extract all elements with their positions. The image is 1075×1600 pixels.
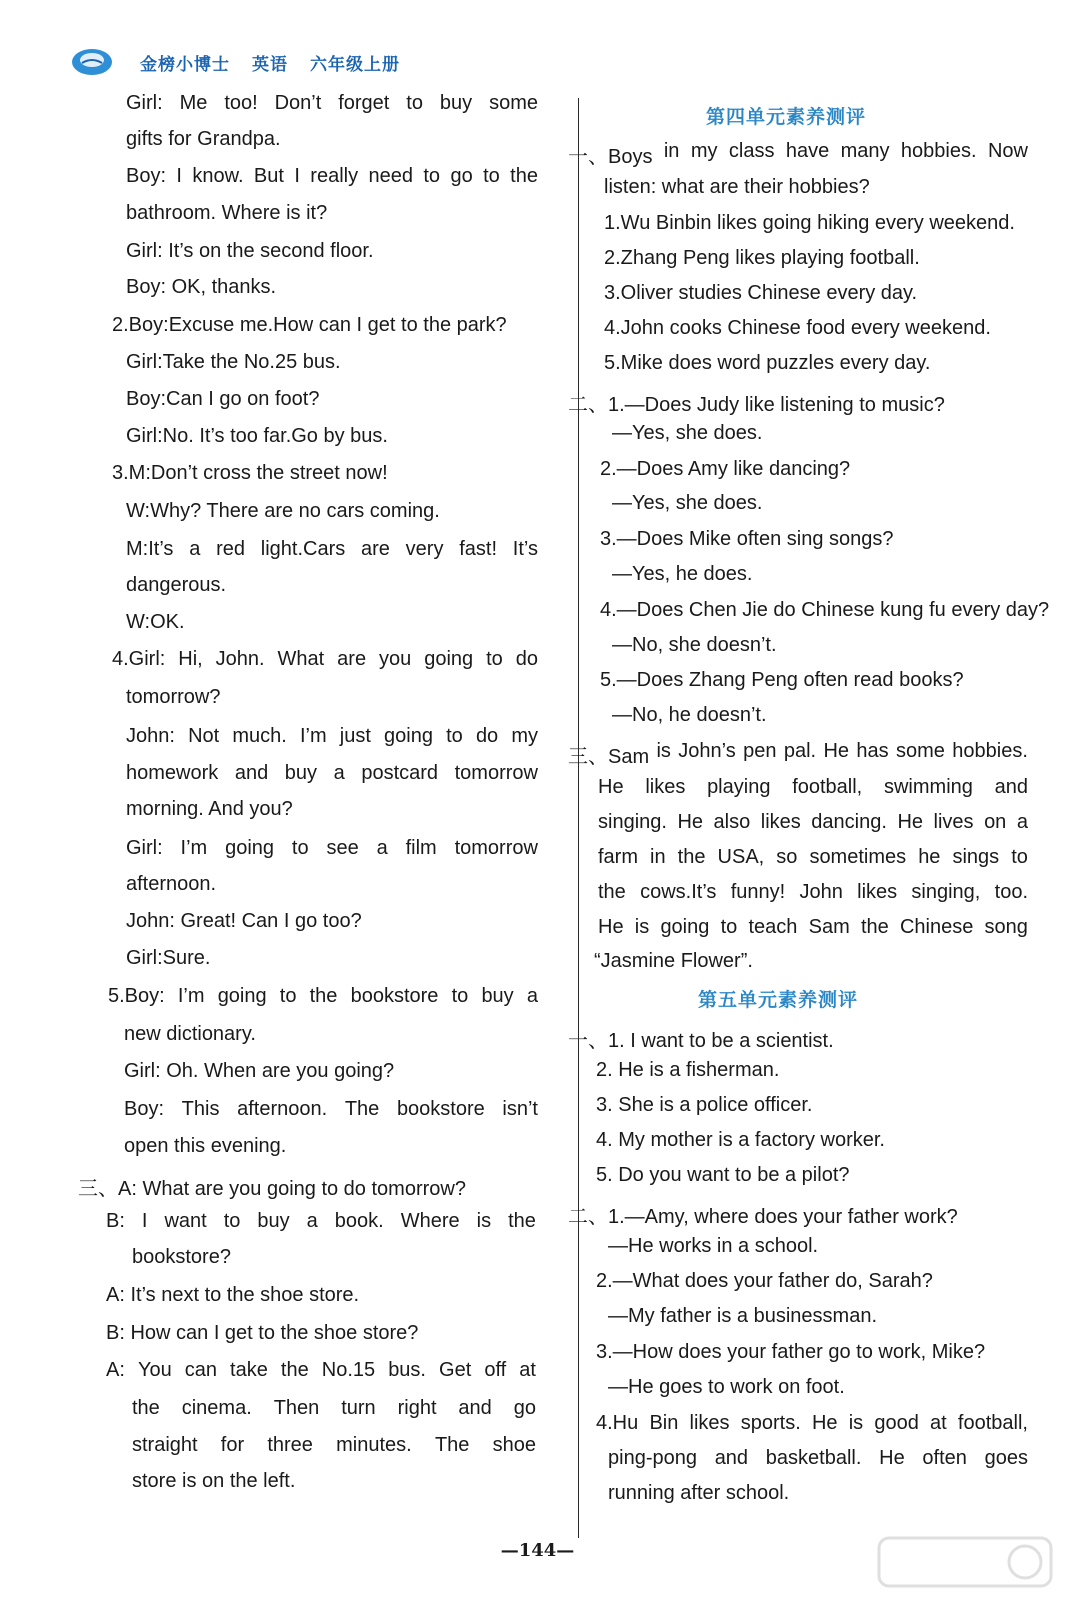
text-line: —Yes, he does.	[612, 563, 753, 585]
brand-name: 金榜小博士	[140, 54, 230, 75]
book-logo-icon	[70, 47, 114, 77]
text-line: M:It’s a red light.Cars are very fast! It’s	[126, 538, 538, 560]
text-line: John: Great! Can I go too?	[126, 910, 362, 932]
page-number: —144—	[500, 1540, 575, 1561]
text-line: “Jasmine Flower”.	[594, 950, 753, 972]
text-line: store is on the left.	[132, 1470, 296, 1492]
text-line: John: Not much. I’m just going to do my	[126, 725, 538, 747]
text-line: open this evening.	[124, 1135, 287, 1157]
text-line: bookstore?	[132, 1246, 231, 1268]
subject-name: 英语	[252, 54, 288, 75]
grade-name: 六年级上册	[310, 54, 400, 75]
text-line: Girl: Me too! Don’t forget to buy some	[126, 92, 538, 114]
text-line: 2. He is a fisherman.	[596, 1059, 780, 1081]
text-line: 3. She is a police officer.	[596, 1094, 813, 1116]
text-line: 二、1.—Amy, where does your father work?	[568, 1206, 958, 1228]
text-line: Girl: It’s on the second floor.	[126, 240, 374, 262]
text-line: Boy: This afternoon. The bookstore isn’t	[124, 1098, 538, 1120]
text-line: B: How can I get to the shoe store?	[106, 1322, 419, 1344]
text-line: the cinema. Then turn right and go	[132, 1397, 536, 1419]
text-line: W:Why? There are no cars coming.	[126, 500, 440, 522]
text-line: 5.Mike does word puzzles every day.	[604, 352, 931, 374]
text-line: new dictionary.	[124, 1023, 256, 1045]
text-line: He is going to teach Sam the Chinese song	[598, 916, 1028, 938]
text-line: 一、1. I want to be a scientist.	[568, 1030, 834, 1052]
text-line: gifts for Grandpa.	[126, 128, 281, 150]
text-line: —No, he doesn’t.	[612, 704, 767, 726]
text-line: 4.Hu Bin likes sports. He is good at football,	[596, 1412, 1028, 1434]
text-line: Boy:Can I go on foot?	[126, 388, 320, 410]
text-line: singing. He also likes dancing. He lives on a	[598, 811, 1028, 833]
text-line: —He goes to work on foot.	[608, 1376, 845, 1398]
text-line: 5. Do you want to be a pilot?	[596, 1164, 850, 1186]
text-line: Girl:No. It’s too far.Go by bus.	[126, 425, 388, 447]
text-line: 4.—Does Chen Jie do Chinese kung fu every day?	[600, 599, 1050, 621]
text-line: 5.Boy: I’m going to the bookstore to buy a	[108, 985, 538, 1007]
text-line: running after school.	[608, 1482, 790, 1504]
text-line: 4. My mother is a factory worker.	[596, 1129, 885, 1151]
text-line: listen: what are their hobbies?	[604, 176, 870, 198]
text-line: 三、A: What are you going to do tomorrow?	[78, 1178, 466, 1200]
text-line: —He works in a school.	[608, 1235, 819, 1257]
text-line: —My father is a businessman.	[608, 1305, 877, 1327]
text-line: morning. And you?	[126, 798, 293, 820]
text-line: —Yes, she does.	[612, 492, 763, 514]
text-line: Boy: OK, thanks.	[126, 276, 277, 298]
text-line: 2.—What does your father do, Sarah?	[596, 1270, 933, 1292]
text-line: 2.Zhang Peng likes playing football.	[604, 247, 920, 269]
column-divider	[578, 98, 579, 1538]
text-line: B: I want to buy a book. Where is the	[106, 1210, 536, 1232]
text-line: the cows.It’s funny! John likes singing, too.	[598, 881, 1028, 903]
text-line: 二、1.—Does Judy like listening to music?	[568, 394, 945, 416]
text-line: tomorrow?	[126, 686, 221, 708]
section-heading: 第四单元素养测评	[706, 106, 867, 128]
text-line: straight for three minutes. The shoe	[132, 1434, 536, 1456]
text-line: Girl: Oh. When are you going?	[124, 1060, 395, 1082]
text-line: 1.Wu Binbin likes going hiking every weekend.	[604, 212, 1015, 234]
page-header	[70, 44, 422, 80]
text-line: A: You can take the No.15 bus. Get off at	[106, 1359, 536, 1381]
text-line: A: It’s next to the shoe store.	[106, 1284, 360, 1306]
text-line: 4.Girl: Hi, John. What are you going to do	[112, 648, 538, 670]
text-line: —No, she doesn’t.	[612, 634, 777, 656]
text-line: Girl: I’m going to see a film tomorrow	[126, 837, 538, 859]
text-line: bathroom. Where is it?	[126, 202, 328, 224]
text-line: W:OK.	[126, 611, 185, 633]
text-line: 一、Boys in my class have many hobbies. Now	[568, 140, 1028, 168]
text-line: 三、Sam is John’s pen pal. He has some hobbies.	[568, 740, 1028, 768]
text-line: Girl:Take the No.25 bus.	[126, 351, 341, 373]
watermark-logo	[875, 1532, 1055, 1592]
text-line: dangerous.	[126, 574, 227, 596]
text-line: 3.Oliver studies Chinese every day.	[604, 282, 918, 304]
section-heading: 第五单元素养测评	[698, 989, 859, 1011]
text-line: 4.John cooks Chinese food every weekend.	[604, 317, 991, 339]
text-line: Boy: I know. But I really need to go to the	[126, 165, 538, 187]
text-line: 5.—Does Zhang Peng often read books?	[600, 669, 964, 691]
text-line: homework and buy a postcard tomorrow	[126, 762, 538, 784]
text-line: —Yes, she does.	[612, 422, 763, 444]
text-line: 2.Boy:Excuse me.How can I get to the park?	[112, 314, 507, 336]
text-line: farm in the USA, so sometimes he sings to	[598, 846, 1028, 868]
text-line: 2.—Does Amy like dancing?	[600, 458, 851, 480]
text-line: He likes playing football, swimming and	[598, 776, 1028, 798]
text-line: ping-pong and basketball. He often goes	[608, 1447, 1028, 1469]
text-line: 3.—Does Mike often sing songs?	[600, 528, 894, 550]
text-line: afternoon.	[126, 873, 217, 895]
text-line: 3.—How does your father go to work, Mike?	[596, 1341, 986, 1363]
text-line: Girl:Sure.	[126, 947, 211, 969]
text-line: 3.M:Don’t cross the street now!	[112, 462, 388, 484]
